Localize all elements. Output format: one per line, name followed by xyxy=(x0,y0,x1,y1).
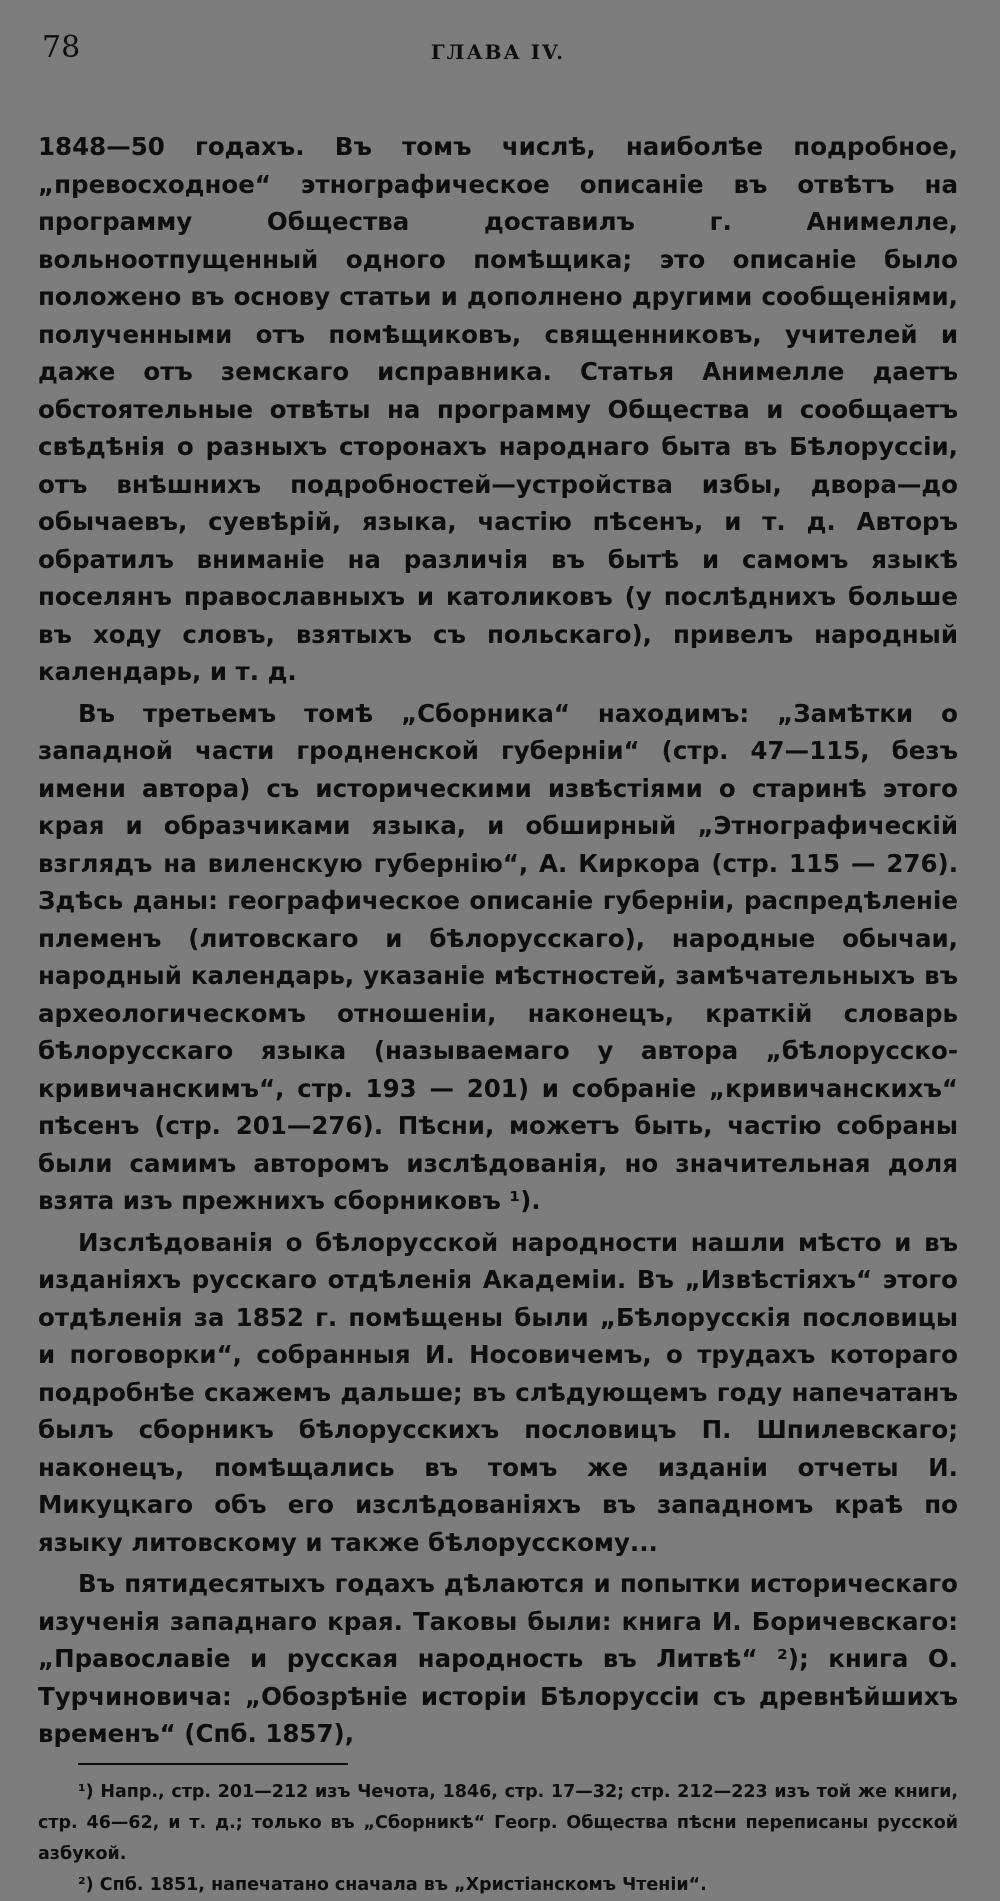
paragraph: Въ третьемъ томѣ „Сборника“ находимъ: „Замѣтки о западной части гродненской губерніи“ (стр. 47—115, безъ имени автора) съ историческими извѣстіями о старинѣ этого края и образчиками языка, и обширный „Этнографическій взглядъ на виленскую губернію“, А. Киркора (стр. 115 — 276). Здѣсь даны: географическое описаніе губерніи, распредѣленіе племенъ (литовскаго и бѣлорусскаго), народные обычаи, народный календарь, указаніе мѣстностей, замѣчательныхъ въ археологическомъ отношеніи, наконецъ, краткій словарь бѣлорусскаго языка (называемаго у автора „бѣлорусско-кривичанскимъ“, стр. 193 — 201) и собраніе „кривичанскихъ“ пѣсенъ (стр. 201—276). Пѣсни, можетъ быть, частію собраны были самимъ авторомъ изслѣдованія, но значительная доля взята изъ прежнихъ сборниковъ ¹). xyxy=(38,698,958,1215)
footnote: ¹) Напр., стр. 201—212 изъ Чечота, 1846, стр. 17—32; стр. 212—223 изъ той же книги, стр. 46—62, и т. д.; только въ „Сборникѣ“ Геогр. Общества пѣсни переписаны русской азбукой. xyxy=(38,1781,958,1864)
footnote: ²) Спб. 1851, напечатано сначала въ „Христіанскомъ Чтеніи“. xyxy=(78,1874,707,1895)
running-head: ГЛАВА IV. xyxy=(430,40,566,64)
footnotes xyxy=(38,1777,958,1901)
page-header xyxy=(38,28,958,78)
page-number: 78 xyxy=(42,30,81,65)
paragraph: Изслѣдованія о бѣлорусской народности нашли мѣсто и въ изданіяхъ русскаго отдѣленія Академіи. Въ „Извѣстіяхъ“ этого отдѣленія за 1852 г. помѣщены были „Бѣлорусскія пословицы и поговорки“, собранныя И. Носовичемъ, о трудахъ котораго подробнѣе скажемъ дальше; въ слѣдующемъ году напечатанъ былъ сборникъ бѣлорусскихъ пословицъ П. Шпилевскаго; наконецъ, помѣщались въ томъ же изданіи отчеты И. Микуцкаго объ его изслѣдованіяхъ въ западномъ краѣ по языку литовскому и также бѣлорусскому... xyxy=(38,1227,958,1557)
paragraph: Въ пятидесятыхъ годахъ дѣлаются и попытки историческаго изученія западнаго края. Таковы были: книга И. Боричевскаго: „Православіе и русская народность въ Литвѣ“ ²); книга О. Турчиновича: „Обозрѣніе исторіи Бѣлоруссіи съ древнѣйшихъ временъ“ (Спб. 1857), xyxy=(38,1569,958,1748)
main-text xyxy=(38,128,958,1753)
paragraph: 1848—50 годахъ. Въ томъ числѣ, наиболѣе подробное, „превосходное“ этнографическое описаніе въ отвѣтъ на программу Общества доставилъ г. Анимелле, вольноотпущенный одного помѣщика; это описаніе было положено въ основу статьи и дополнено другими сообщеніями, полученными отъ помѣщиковъ, священниковъ, учителей и даже отъ земскаго исправника. Статья Анимелле даетъ обстоятельные отвѣты на программу Общества и сообщаетъ свѣдѣнія о разныхъ сторонахъ народнаго быта въ Бѣлоруссіи, отъ внѣшнихъ подробностей—устройства избы, двора—до обычаевъ, суевѣрій, языка, частію пѣсенъ, и т. д. Авторъ обратилъ вниманіе на различія въ бытѣ и самомъ языкѣ поселянъ православныхъ и католиковъ (у послѣднихъ больше въ ходу словъ, взятыхъ съ польскаго), привелъ народный календарь, и т. д. xyxy=(38,132,958,686)
footnote-divider xyxy=(78,1763,348,1765)
